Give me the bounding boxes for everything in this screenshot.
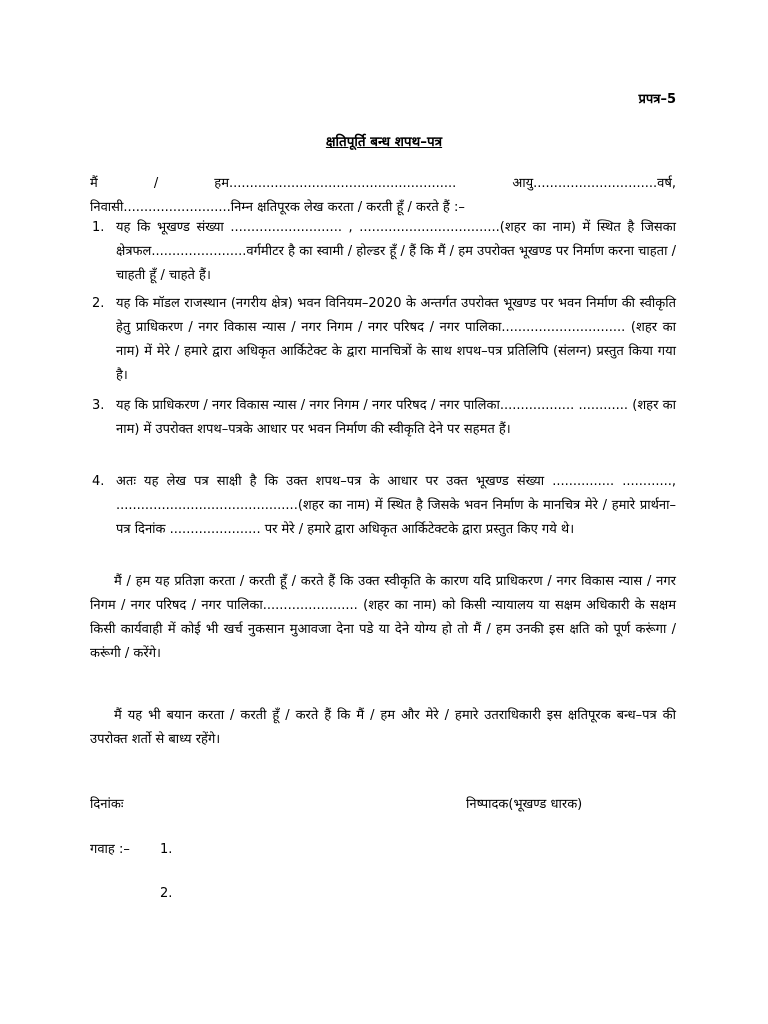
clause-text: यह कि प्राधिकरण / नगर विकास न्यास / नगर निगम / नगर परिषद / नगर पालिका.................. ............ (शहर का नाम) में उपरोक्त शपथ–पत्रके आधार पर भवन निर्माण की स्वीकृति देने पर सहमत हैं। xyxy=(116,398,676,437)
witness-label: गवाह :– xyxy=(90,842,130,857)
clause-1 xyxy=(92,216,676,288)
executant-label: निष्पादक(भूखण्ड धारक) xyxy=(466,797,583,812)
document-title: क्षतिपूर्ति बन्ध शपथ–पत्र xyxy=(325,134,443,150)
intro-paragraph: मैं / हम....................................................... आयु..............................वर्ष, निवासी..........................निम्न क्षतिपूरक लेख करता / करती हूँ / करते हैं :– xyxy=(90,176,676,215)
clause-number: 2. xyxy=(92,296,105,311)
statement-paragraph: मैं यह भी बयान करता / करती हूँ / करते हैं कि मैं / हम और मेरे / हमारे उतराधिकारी इस क्षतिपूरक बन्ध–पत्र की उपरोक्त शर्तो से बाध्य रहेंगे। xyxy=(90,708,676,747)
witness-1-number: 1. xyxy=(160,842,173,857)
clause-text: यह कि मॉडल राजस्थान (नगरीय क्षेत्र) भवन विनियम–2020 के अन्तर्गत उपरोक्त भूखण्ड पर भवन निर्माण की स्वीकृति हेतु प्राधिकरण / नगर विकास न्यास / नगर निगम / नगर परिषद / नगर पालिका.............................. (शहर का नाम) में मेरे / हमारे द्वारा अधिकृत आर्किटेक्ट के द्वारा मानचित्रों के साथ शपथ–पत्र प्रतिलिपि (संलग्न) प्रस्तुत किया गया है। xyxy=(116,296,676,383)
clause-number: 3. xyxy=(92,398,105,413)
clause-2 xyxy=(92,292,676,388)
clause-3 xyxy=(92,394,676,442)
undertaking-paragraph: मैं / हम यह प्रतिज्ञा करता / करती हूँ / करते हैं कि उक्त स्वीकृति के कारण यदि प्राधिकरण / नगर विकास न्यास / नगर निगम / नगर परिषद / नगर पालिका....................... (शहर का नाम) को किसी न्यायालय या सक्षम अधिकारी के सक्षम किसी कार्यवाही में कोई भी खर्च नुकसान मुआवजा देना पडे या देने योग्य हो तो मैं / हम उनकी इस क्षति को पूर्ण करूंगा / करूंगी / करेंगे। xyxy=(90,574,676,661)
clause-4 xyxy=(92,470,676,542)
witness-2-number: 2. xyxy=(160,886,173,901)
clause-number: 4. xyxy=(92,474,105,489)
clause-text: यह कि भूखण्ड संख्या ........................... , ..................................(शहर का नाम) में स्थित है जिसका क्षेत्रफल.......................वर्गमीटर है का स्वामी / होल्डर हूँ / हैं कि मैं / हम उपरोक्त भूखण्ड पर निर्माण करना चाहता / चाहती हूँ / चाहते हैं। xyxy=(116,220,676,283)
date-label: दिनांकः xyxy=(90,797,124,812)
clause-number: 1. xyxy=(92,220,105,235)
form-number: प्रपत्र–5 xyxy=(638,92,676,107)
clause-text: अतः यह लेख पत्र साक्षी है कि उक्त शपथ–पत्र के आधार पर उक्त भूखण्ड संख्या ............... ............, ............................................(शहर का नाम) में स्थित है जिसके भवन निर्माण के मानचित्र मेरे / हमारे प्रार्थना–पत्र दिनांक ...................... पर मेरे / हमारे द्वारा अधिकृत आर्किटेक्टके द्वारा प्रस्तुत किए गये थे। xyxy=(116,474,676,537)
